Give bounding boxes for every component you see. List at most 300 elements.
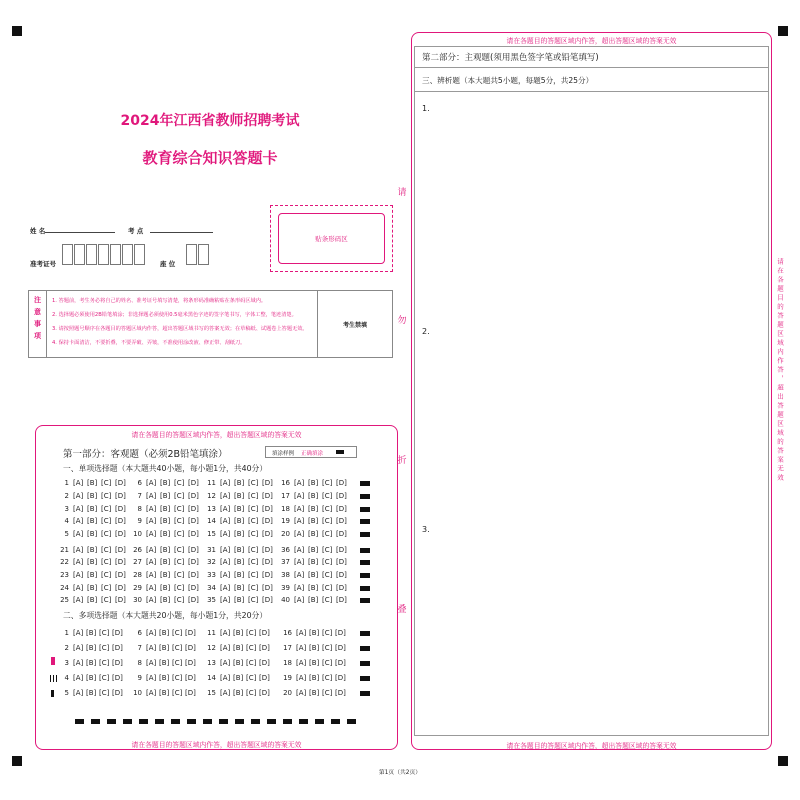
option-bubble-a[interactable]: [A]: [73, 596, 84, 604]
seat-number-box[interactable]: [198, 244, 209, 265]
option-bubble-b[interactable]: [B]: [86, 674, 97, 682]
option-bubble-a[interactable]: [A]: [294, 517, 305, 525]
question-number: 34: [207, 584, 216, 592]
question-number: 3: [64, 659, 69, 667]
option-bubble-c[interactable]: [C]: [174, 584, 185, 592]
option-bubble-b[interactable]: [B]: [160, 505, 171, 513]
option-bubble-a[interactable]: [A]: [73, 479, 84, 487]
option-bubble-a[interactable]: [A]: [73, 530, 84, 538]
option-bubble-a[interactable]: [A]: [73, 571, 84, 579]
option-bubble-d[interactable]: [D]: [335, 644, 346, 652]
alignment-marker-bars: [50, 675, 57, 682]
option-bubble-d[interactable]: [D]: [188, 584, 199, 592]
option-bubble-c[interactable]: [C]: [101, 558, 112, 566]
option-bubble-a[interactable]: [A]: [146, 659, 157, 667]
option-bubble-b[interactable]: [B]: [234, 492, 245, 500]
option-bubble-b[interactable]: [B]: [308, 505, 319, 513]
option-bubble-b[interactable]: [B]: [86, 644, 97, 652]
option-bubble-c[interactable]: [C]: [99, 689, 110, 697]
question-number: 8: [137, 659, 142, 667]
option-bubble-b[interactable]: [B]: [309, 644, 320, 652]
option-bubble-d[interactable]: [D]: [259, 689, 270, 697]
option-bubble-d[interactable]: [D]: [112, 629, 123, 637]
option-bubble-c[interactable]: [C]: [174, 530, 185, 538]
option-bubble-b[interactable]: [B]: [87, 517, 98, 525]
option-bubble-a[interactable]: [A]: [220, 629, 231, 637]
option-bubble-d[interactable]: [D]: [188, 596, 199, 604]
option-bubble-d[interactable]: [D]: [115, 479, 126, 487]
option-bubble-b[interactable]: [B]: [309, 659, 320, 667]
option-bubble-a[interactable]: [A]: [220, 492, 231, 500]
question-number: 39: [281, 584, 290, 592]
admission-number-box[interactable]: [134, 244, 145, 265]
option-bubble-d[interactable]: [D]: [188, 517, 199, 525]
question-number: 33: [207, 571, 216, 579]
option-bubble-c[interactable]: [C]: [322, 644, 333, 652]
option-bubble-d[interactable]: [D]: [336, 546, 347, 554]
option-bubble-c[interactable]: [C]: [174, 479, 185, 487]
option-bubble-a[interactable]: [A]: [220, 558, 231, 566]
option-bubble-d[interactable]: [D]: [262, 492, 273, 500]
option-bubble-c[interactable]: [C]: [322, 659, 333, 667]
option-bubble-d[interactable]: [D]: [188, 558, 199, 566]
name-field[interactable]: [45, 225, 115, 233]
option-bubble-c[interactable]: [C]: [99, 629, 110, 637]
option-bubble-a[interactable]: [A]: [294, 530, 305, 538]
option-bubble-d[interactable]: [D]: [335, 674, 346, 682]
question-number: 11: [207, 479, 216, 487]
option-bubble-c[interactable]: [C]: [322, 479, 333, 487]
option-bubble-a[interactable]: [A]: [146, 479, 157, 487]
timing-mark: [360, 691, 370, 696]
answer-area-1[interactable]: [415, 92, 768, 312]
exam-site-field[interactable]: [150, 225, 213, 233]
option-bubble-b[interactable]: [B]: [159, 629, 170, 637]
option-bubble-c[interactable]: [C]: [101, 584, 112, 592]
single-choice-question: [131, 530, 202, 539]
option-bubble-a[interactable]: [A]: [73, 689, 84, 697]
option-bubble-a[interactable]: [A]: [146, 596, 157, 604]
option-bubble-a[interactable]: [A]: [296, 644, 307, 652]
option-bubble-d[interactable]: [D]: [262, 546, 273, 554]
option-bubble-b[interactable]: [B]: [160, 530, 171, 538]
option-bubble-a[interactable]: [A]: [146, 505, 157, 513]
option-bubble-c[interactable]: [C]: [174, 596, 185, 604]
option-bubble-d[interactable]: [D]: [115, 517, 126, 525]
option-bubble-b[interactable]: [B]: [86, 659, 97, 667]
option-bubble-d[interactable]: [D]: [188, 505, 199, 513]
option-bubble-b[interactable]: [B]: [160, 546, 171, 554]
option-bubble-b[interactable]: [B]: [308, 558, 319, 566]
option-bubble-a[interactable]: [A]: [73, 584, 84, 592]
option-bubble-a[interactable]: [A]: [146, 689, 157, 697]
option-bubble-b[interactable]: [B]: [159, 659, 170, 667]
candidate-forbidden-label: 考生禁填: [342, 321, 367, 329]
option-bubble-d[interactable]: [D]: [336, 571, 347, 579]
option-bubble-d[interactable]: [D]: [185, 629, 196, 637]
question-number: 24: [60, 584, 69, 592]
option-bubble-d[interactable]: [D]: [336, 596, 347, 604]
option-bubble-c[interactable]: [C]: [174, 492, 185, 500]
correct-fill-mark: [336, 450, 344, 454]
option-bubble-c[interactable]: [C]: [322, 629, 333, 637]
option-bubble-c[interactable]: [C]: [322, 546, 333, 554]
option-bubble-d[interactable]: [D]: [262, 530, 273, 538]
option-bubble-d[interactable]: [D]: [188, 492, 199, 500]
exam-site-label: 考 点: [128, 227, 144, 235]
option-bubble-b[interactable]: [B]: [309, 629, 320, 637]
option-bubble-b[interactable]: [B]: [87, 530, 98, 538]
option-bubble-d[interactable]: [D]: [188, 546, 199, 554]
option-bubble-c[interactable]: [C]: [99, 659, 110, 667]
option-bubble-a[interactable]: [A]: [294, 479, 305, 487]
option-bubble-a[interactable]: [A]: [296, 659, 307, 667]
option-bubble-d[interactable]: [D]: [262, 505, 273, 513]
option-bubble-a[interactable]: [A]: [146, 558, 157, 566]
question-number: 20: [283, 689, 292, 697]
option-bubble-b[interactable]: [B]: [160, 492, 171, 500]
option-bubble-c[interactable]: [C]: [246, 629, 257, 637]
option-bubble-b[interactable]: [B]: [160, 584, 171, 592]
option-bubble-a[interactable]: [A]: [73, 505, 84, 513]
option-bubble-a[interactable]: [A]: [73, 558, 84, 566]
option-bubble-a[interactable]: [A]: [220, 644, 231, 652]
option-bubble-c[interactable]: [C]: [172, 689, 183, 697]
option-bubble-d[interactable]: [D]: [115, 492, 126, 500]
option-bubble-a[interactable]: [A]: [146, 571, 157, 579]
question-number: 28: [133, 571, 142, 579]
question-number: 7: [137, 492, 142, 500]
corner-mark-top-right: [778, 26, 788, 36]
option-bubble-d[interactable]: [D]: [259, 674, 270, 682]
option-bubble-a[interactable]: [A]: [73, 517, 84, 525]
option-bubble-a[interactable]: [A]: [296, 674, 307, 682]
admission-number-box[interactable]: [86, 244, 97, 265]
option-bubble-c[interactable]: [C]: [248, 492, 259, 500]
single-choice-question: [58, 517, 129, 526]
option-bubble-c[interactable]: [C]: [248, 530, 259, 538]
option-bubble-b[interactable]: [B]: [308, 584, 319, 592]
exam-title: 2024年江西省教师招聘考试: [120, 113, 300, 129]
option-bubble-b[interactable]: [B]: [233, 644, 244, 652]
multi-choice-question: [205, 629, 272, 638]
option-bubble-a[interactable]: [A]: [294, 505, 305, 513]
option-bubble-a[interactable]: [A]: [73, 546, 84, 554]
option-bubble-a[interactable]: [A]: [296, 629, 307, 637]
option-bubble-c[interactable]: [C]: [174, 546, 185, 554]
option-bubble-d[interactable]: [D]: [115, 584, 126, 592]
option-bubble-d[interactable]: [D]: [259, 659, 270, 667]
option-bubble-c[interactable]: [C]: [322, 558, 333, 566]
single-choice-question: [205, 558, 276, 567]
question-number: 27: [133, 558, 142, 566]
option-bubble-a[interactable]: [A]: [146, 674, 157, 682]
admission-number-box[interactable]: [74, 244, 85, 265]
option-bubble-d[interactable]: [D]: [262, 517, 273, 525]
question-number: 5: [64, 530, 69, 538]
part2-title: 第二部分：主观题(须用黑色签字笔或铅笔填写): [422, 53, 599, 63]
option-bubble-c[interactable]: [C]: [172, 629, 183, 637]
option-bubble-c[interactable]: [C]: [172, 659, 183, 667]
option-bubble-b[interactable]: [B]: [309, 689, 320, 697]
option-bubble-a[interactable]: [A]: [220, 517, 231, 525]
option-bubble-b[interactable]: [B]: [86, 689, 97, 697]
option-bubble-c[interactable]: [C]: [246, 689, 257, 697]
option-bubble-b[interactable]: [B]: [160, 558, 171, 566]
option-bubble-a[interactable]: [A]: [73, 644, 84, 652]
option-bubble-d[interactable]: [D]: [335, 659, 346, 667]
option-bubble-d[interactable]: [D]: [115, 596, 126, 604]
option-bubble-b[interactable]: [B]: [233, 674, 244, 682]
option-bubble-d[interactable]: [D]: [112, 674, 123, 682]
multi-choice-question: [205, 689, 272, 698]
option-bubble-d[interactable]: [D]: [188, 479, 199, 487]
option-bubble-c[interactable]: [C]: [101, 571, 112, 579]
option-bubble-c[interactable]: [C]: [101, 479, 112, 487]
option-bubble-b[interactable]: [B]: [159, 689, 170, 697]
option-bubble-c[interactable]: [C]: [248, 479, 259, 487]
option-bubble-c[interactable]: [C]: [322, 584, 333, 592]
option-bubble-b[interactable]: [B]: [234, 505, 245, 513]
option-bubble-a[interactable]: [A]: [146, 546, 157, 554]
option-bubble-c[interactable]: [C]: [322, 571, 333, 579]
option-bubble-d[interactable]: [D]: [336, 492, 347, 500]
option-bubble-c[interactable]: [C]: [248, 596, 259, 604]
option-bubble-c[interactable]: [C]: [322, 674, 333, 682]
fill-sample-box: [265, 446, 357, 458]
timing-mark: [360, 507, 370, 512]
option-bubble-a[interactable]: [A]: [220, 596, 231, 604]
option-bubble-a[interactable]: [A]: [294, 571, 305, 579]
single-choice-question: [131, 571, 202, 580]
option-bubble-b[interactable]: [B]: [233, 659, 244, 667]
option-bubble-b[interactable]: [B]: [86, 629, 97, 637]
option-bubble-c[interactable]: [C]: [99, 674, 110, 682]
fold-warning-char: 勿: [397, 316, 407, 326]
question-number: 20: [281, 530, 290, 538]
option-bubble-c[interactable]: [C]: [174, 505, 185, 513]
option-bubble-c[interactable]: [C]: [172, 674, 183, 682]
option-bubble-b[interactable]: [B]: [308, 571, 319, 579]
option-bubble-a[interactable]: [A]: [294, 546, 305, 554]
question-number: 8: [137, 505, 142, 513]
option-bubble-a[interactable]: [A]: [73, 629, 84, 637]
option-bubble-b[interactable]: [B]: [308, 596, 319, 604]
option-bubble-d[interactable]: [D]: [262, 584, 273, 592]
area-warning-top: 请在各题目的答题区域内作答，超出答题区域的答案无效: [131, 431, 302, 439]
option-bubble-c[interactable]: [C]: [322, 530, 333, 538]
option-bubble-d[interactable]: [D]: [112, 689, 123, 697]
option-bubble-c[interactable]: [C]: [246, 644, 257, 652]
option-bubble-c[interactable]: [C]: [101, 546, 112, 554]
option-bubble-b[interactable]: [B]: [87, 584, 98, 592]
admission-number-box[interactable]: [122, 244, 133, 265]
single-choice-question: [205, 492, 276, 501]
fold-warning-char: 叠: [397, 605, 407, 615]
option-bubble-b[interactable]: [B]: [87, 505, 98, 513]
option-bubble-b[interactable]: [B]: [308, 530, 319, 538]
option-bubble-c[interactable]: [C]: [248, 546, 259, 554]
option-bubble-b[interactable]: [B]: [160, 596, 171, 604]
option-bubble-b[interactable]: [B]: [160, 479, 171, 487]
option-bubble-a[interactable]: [A]: [146, 492, 157, 500]
option-bubble-b[interactable]: [B]: [160, 571, 171, 579]
option-bubble-d[interactable]: [D]: [259, 629, 270, 637]
option-bubble-c[interactable]: [C]: [322, 689, 333, 697]
option-bubble-a[interactable]: [A]: [146, 644, 157, 652]
option-bubble-b[interactable]: [B]: [234, 479, 245, 487]
option-bubble-c[interactable]: [C]: [101, 505, 112, 513]
option-bubble-a[interactable]: [A]: [220, 530, 231, 538]
option-bubble-a[interactable]: [A]: [73, 674, 84, 682]
option-bubble-d[interactable]: [D]: [262, 479, 273, 487]
option-bubble-c[interactable]: [C]: [322, 505, 333, 513]
option-bubble-b[interactable]: [B]: [234, 530, 245, 538]
timing-mark: [360, 481, 370, 486]
option-bubble-d[interactable]: [D]: [115, 546, 126, 554]
option-bubble-b[interactable]: [B]: [308, 546, 319, 554]
answer-area-3[interactable]: [415, 512, 768, 736]
option-bubble-a[interactable]: [A]: [220, 659, 231, 667]
option-bubble-d[interactable]: [D]: [336, 558, 347, 566]
option-bubble-c[interactable]: [C]: [174, 558, 185, 566]
option-bubble-b[interactable]: [B]: [308, 492, 319, 500]
option-bubble-d[interactable]: [D]: [262, 558, 273, 566]
option-bubble-c[interactable]: [C]: [174, 571, 185, 579]
option-bubble-c[interactable]: [C]: [248, 571, 259, 579]
option-bubble-d[interactable]: [D]: [112, 659, 123, 667]
option-bubble-c[interactable]: [C]: [246, 674, 257, 682]
option-bubble-d[interactable]: [D]: [262, 571, 273, 579]
option-bubble-a[interactable]: [A]: [294, 558, 305, 566]
option-bubble-b[interactable]: [B]: [234, 596, 245, 604]
option-bubble-a[interactable]: [A]: [146, 530, 157, 538]
option-bubble-a[interactable]: [A]: [220, 674, 231, 682]
option-bubble-d[interactable]: [D]: [185, 644, 196, 652]
option-bubble-c[interactable]: [C]: [101, 530, 112, 538]
timing-mark: [360, 532, 370, 537]
option-bubble-b[interactable]: [B]: [87, 596, 98, 604]
option-bubble-a[interactable]: [A]: [220, 546, 231, 554]
option-bubble-c[interactable]: [C]: [322, 517, 333, 525]
option-bubble-a[interactable]: [A]: [220, 479, 231, 487]
option-bubble-d[interactable]: [D]: [336, 517, 347, 525]
option-bubble-b[interactable]: [B]: [87, 546, 98, 554]
option-bubble-d[interactable]: [D]: [112, 644, 123, 652]
option-bubble-a[interactable]: [A]: [146, 584, 157, 592]
timing-dash: [139, 719, 148, 724]
option-bubble-b[interactable]: [B]: [234, 517, 245, 525]
option-bubble-b[interactable]: [B]: [160, 517, 171, 525]
option-bubble-b[interactable]: [B]: [87, 571, 98, 579]
option-bubble-a[interactable]: [A]: [146, 517, 157, 525]
option-bubble-d[interactable]: [D]: [336, 479, 347, 487]
option-bubble-d[interactable]: [D]: [262, 596, 273, 604]
option-bubble-c[interactable]: [C]: [248, 505, 259, 513]
option-bubble-d[interactable]: [D]: [185, 674, 196, 682]
option-bubble-d[interactable]: [D]: [336, 530, 347, 538]
option-bubble-c[interactable]: [C]: [322, 492, 333, 500]
option-bubble-a[interactable]: [A]: [220, 505, 231, 513]
option-bubble-a[interactable]: [A]: [294, 596, 305, 604]
option-bubble-a[interactable]: [A]: [294, 584, 305, 592]
question-number: 6: [137, 629, 142, 637]
option-bubble-c[interactable]: [C]: [246, 659, 257, 667]
option-bubble-b[interactable]: [B]: [233, 629, 244, 637]
option-bubble-c[interactable]: [C]: [322, 596, 333, 604]
option-bubble-a[interactable]: [A]: [220, 571, 231, 579]
admission-number-box[interactable]: [110, 244, 121, 265]
option-bubble-d[interactable]: [D]: [115, 571, 126, 579]
question-number: 4: [64, 517, 69, 525]
answer-area-2[interactable]: [415, 312, 768, 512]
option-bubble-a[interactable]: [A]: [73, 492, 84, 500]
option-bubble-d[interactable]: [D]: [115, 530, 126, 538]
option-bubble-b[interactable]: [B]: [233, 689, 244, 697]
option-bubble-c[interactable]: [C]: [172, 644, 183, 652]
option-bubble-a[interactable]: [A]: [220, 584, 231, 592]
option-bubble-d[interactable]: [D]: [115, 505, 126, 513]
notes-box: [28, 290, 393, 358]
option-bubble-b[interactable]: [B]: [234, 571, 245, 579]
option-bubble-a[interactable]: [A]: [73, 659, 84, 667]
option-bubble-c[interactable]: [C]: [248, 558, 259, 566]
option-bubble-b[interactable]: [B]: [308, 517, 319, 525]
option-bubble-a[interactable]: [A]: [146, 629, 157, 637]
option-bubble-c[interactable]: [C]: [101, 492, 112, 500]
admission-number-box[interactable]: [98, 244, 109, 265]
answer-number: 3.: [422, 525, 430, 534]
option-bubble-a[interactable]: [A]: [296, 689, 307, 697]
option-bubble-b[interactable]: [B]: [87, 492, 98, 500]
option-bubble-c[interactable]: [C]: [101, 517, 112, 525]
seat-number-box[interactable]: [186, 244, 197, 265]
single-choice-question: [205, 505, 276, 514]
option-bubble-d[interactable]: [D]: [336, 505, 347, 513]
option-bubble-b[interactable]: [B]: [234, 584, 245, 592]
option-bubble-d[interactable]: [D]: [188, 571, 199, 579]
page-number: 第1页（共2页）: [378, 770, 422, 776]
notes-label-column: [29, 291, 47, 357]
option-bubble-b[interactable]: [B]: [87, 479, 98, 487]
option-bubble-b[interactable]: [B]: [234, 558, 245, 566]
option-bubble-b[interactable]: [B]: [159, 674, 170, 682]
option-bubble-d[interactable]: [D]: [185, 659, 196, 667]
option-bubble-d[interactable]: [D]: [335, 629, 346, 637]
option-bubble-b[interactable]: [B]: [234, 546, 245, 554]
option-bubble-b[interactable]: [B]: [87, 558, 98, 566]
question-number: 16: [283, 629, 292, 637]
option-bubble-d[interactable]: [D]: [115, 558, 126, 566]
admission-number-box[interactable]: [62, 244, 73, 265]
option-bubble-b[interactable]: [B]: [308, 479, 319, 487]
option-bubble-c[interactable]: [C]: [174, 517, 185, 525]
option-bubble-a[interactable]: [A]: [220, 689, 231, 697]
option-bubble-b[interactable]: [B]: [159, 644, 170, 652]
option-bubble-d[interactable]: [D]: [259, 644, 270, 652]
option-bubble-d[interactable]: [D]: [188, 530, 199, 538]
option-bubble-c[interactable]: [C]: [99, 644, 110, 652]
option-bubble-d[interactable]: [D]: [185, 689, 196, 697]
option-bubble-d[interactable]: [D]: [335, 689, 346, 697]
option-bubble-b[interactable]: [B]: [309, 674, 320, 682]
option-bubble-c[interactable]: [C]: [248, 584, 259, 592]
option-bubble-c[interactable]: [C]: [248, 517, 259, 525]
timing-dash: [91, 719, 100, 724]
option-bubble-a[interactable]: [A]: [294, 492, 305, 500]
option-bubble-c[interactable]: [C]: [101, 596, 112, 604]
option-bubble-d[interactable]: [D]: [336, 584, 347, 592]
